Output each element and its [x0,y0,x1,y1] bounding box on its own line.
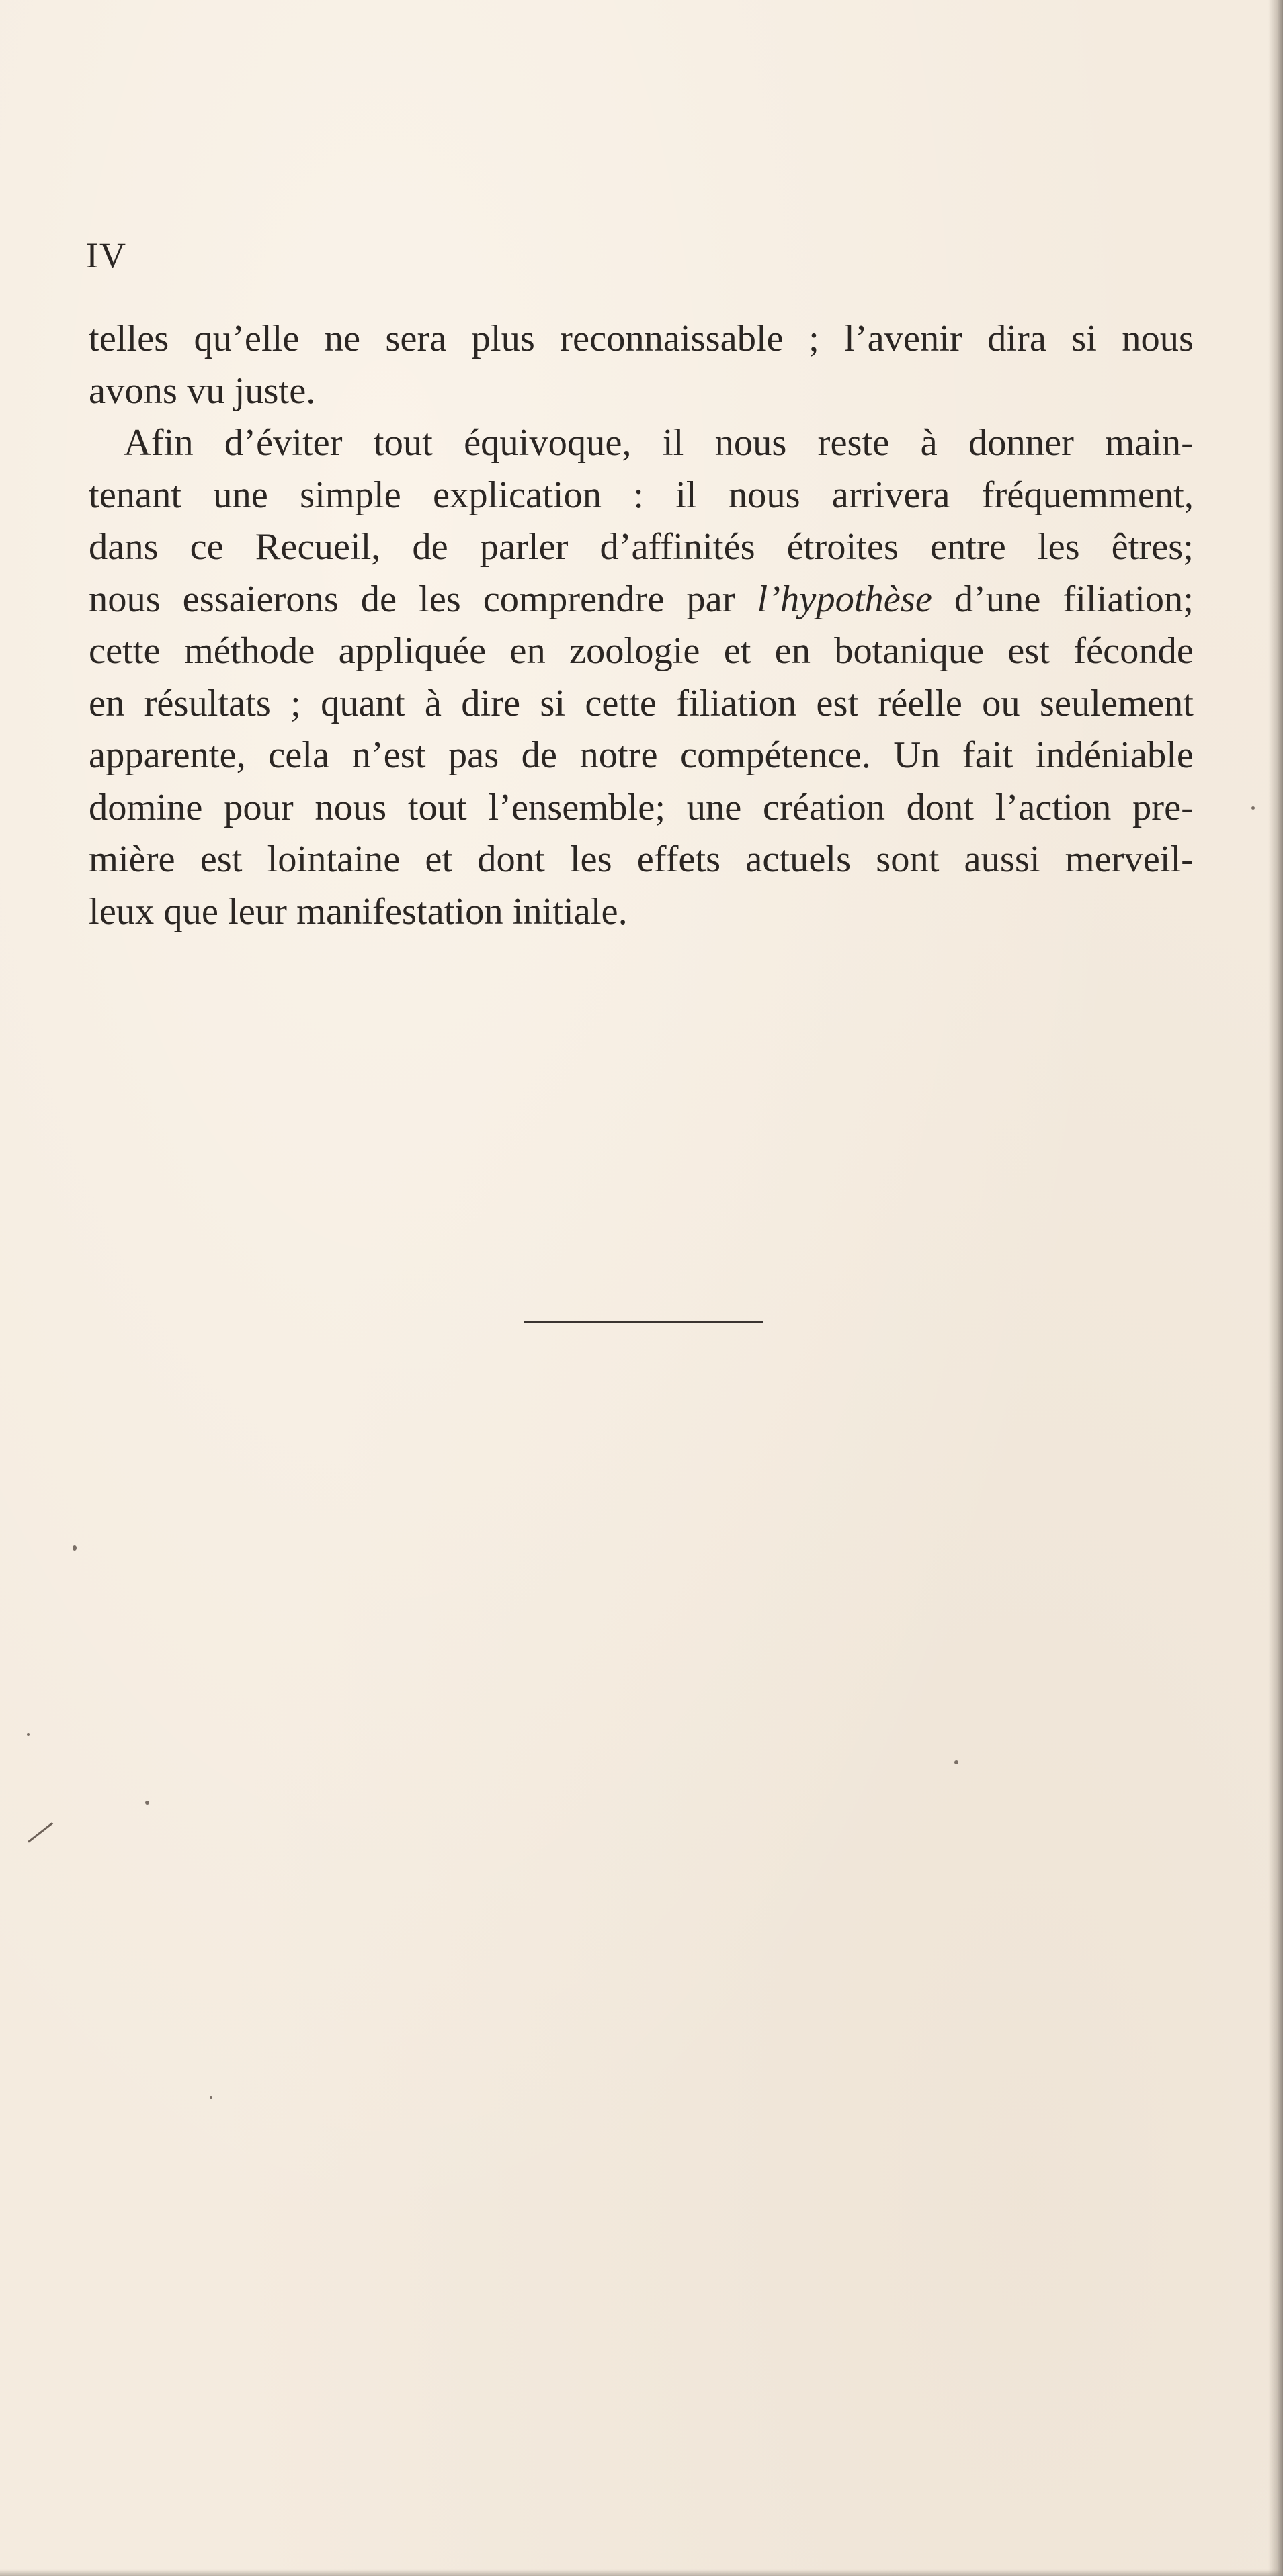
text-line: avons vu juste. [89,370,316,412]
text-line: domine pour nous tout l’ensemble; une création dont l’action pre- [89,786,1194,828]
text-segment: nous essaierons de les comprendre par [89,578,735,620]
italic-term: l’hypothèse [757,578,932,620]
text-line: cette méthode appliquée en zoologie et en botanique est féconde [89,630,1194,672]
paper-speck [27,1733,30,1736]
paper-speck [145,1801,149,1805]
paper-speck [210,2096,212,2099]
page-edge-shadow [1268,0,1283,2576]
text-segment: d’une filiation; [932,578,1194,620]
text-line: en résultats ; quant à dire si cette filiation est réelle ou seulement [89,682,1194,724]
paper-speck [1251,806,1255,810]
section-rule [524,1321,763,1323]
text-line: tenant une simple explication : il nous arrivera fréquemment, [89,474,1194,516]
pencil-mark [28,1822,53,1843]
text-line: Afin d’éviter tout équivoque, il nous reste à donner main- [124,422,1194,464]
text-line: leux que leur manifestation initiale. [89,890,628,933]
page-number: IV [86,235,127,275]
page-bottom-edge [0,2569,1283,2576]
text-line: mière est lointaine et dont les effets actuels sont aussi merveil- [89,839,1194,880]
text-line-with-italic [89,574,1194,626]
paper-speck [954,1760,958,1764]
text-line: telles qu’elle ne sera plus reconnaissable ; l’avenir dira si nous [89,318,1194,359]
text-line: apparente, cela n’est pas de notre compétence. Un fait indéniable [89,734,1194,776]
paper-speck [73,1545,77,1551]
text-line: dans ce Recueil, de parler d’affinités étroites entre les êtres; [89,526,1194,568]
body-text [89,313,1194,938]
